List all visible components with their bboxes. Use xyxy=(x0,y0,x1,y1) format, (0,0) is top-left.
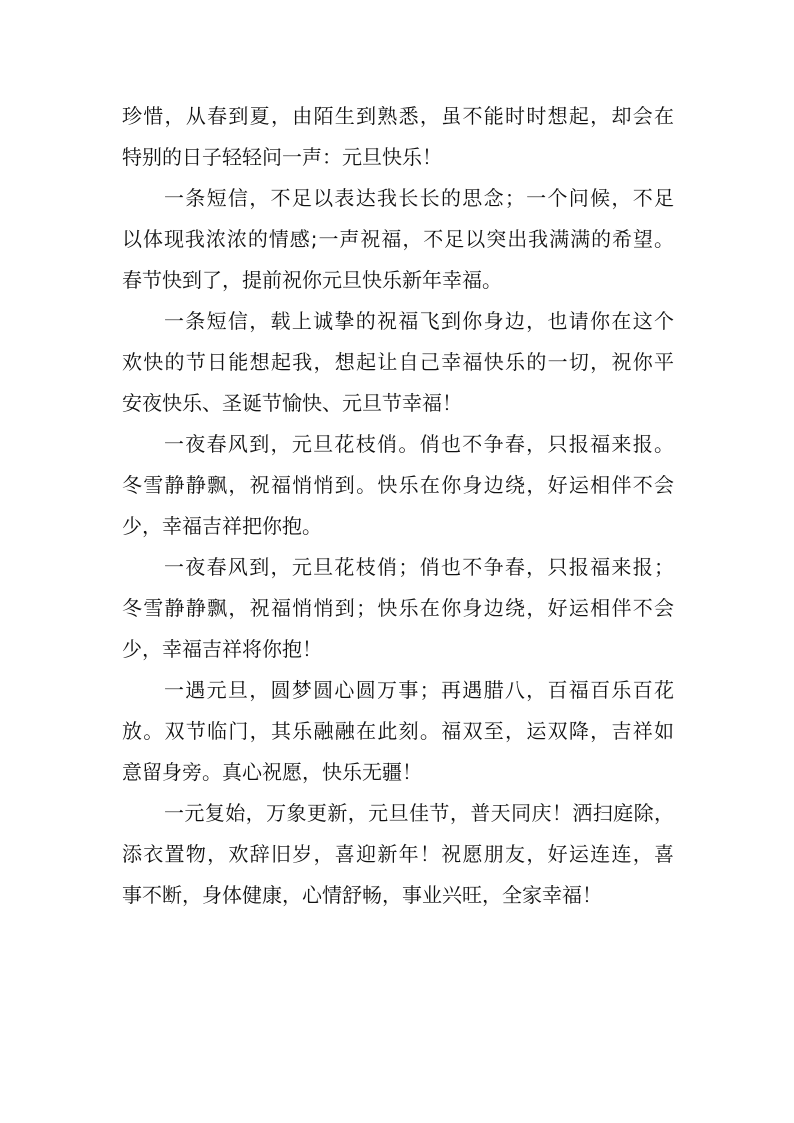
text-line: 意留身旁。真心祝愿，快乐无疆！ xyxy=(122,760,422,784)
text-line: 冬雪静静飘，祝福悄悄到；快乐在你身边绕，好运相伴不会 xyxy=(122,596,674,620)
text-line: 欢快的节日能想起我，想起让自己幸福快乐的一切，祝你平 xyxy=(122,350,674,374)
text-line: 以体现我浓浓的情感;一声祝福，不足以突出我满满的希望。 xyxy=(122,227,674,251)
text-line: 少，幸福吉祥将你抱！ xyxy=(122,637,322,661)
text-line: 安夜快乐、圣诞节愉快、元旦节幸福！ xyxy=(122,391,462,415)
text-line: 一条短信，载上诚挚的祝福飞到你身边，也请你在这个 xyxy=(164,309,674,333)
text-line: 放。双节临门，其乐融融在此刻。福双至，运双降，吉祥如 xyxy=(122,719,674,743)
document-body xyxy=(122,96,674,916)
text-line: 一遇元旦，圆梦圆心圆万事；再遇腊八，百福百乐百花 xyxy=(164,678,674,702)
text-line: 冬雪静静飘，祝福悄悄到。快乐在你身边绕，好运相伴不会 xyxy=(122,473,674,497)
text-line: 一夜春风到，元旦花枝俏。俏也不争春，只报福来报。 xyxy=(164,432,674,456)
text-line: 添衣置物，欢辞旧岁，喜迎新年！祝愿朋友，好运连连，喜 xyxy=(122,842,674,866)
text-line: 特别的日子轻轻问一声：元旦快乐！ xyxy=(122,145,442,169)
text-line: 事不断，身体健康，心情舒畅，事业兴旺，全家幸福！ xyxy=(122,883,602,907)
text-line: 一夜春风到，元旦花枝俏；俏也不争春，只报福来报； xyxy=(164,555,674,579)
text-line: 春节快到了，提前祝你元旦快乐新年幸福。 xyxy=(122,268,502,292)
text-line: 珍惜，从春到夏，由陌生到熟悉，虽不能时时想起，却会在 xyxy=(122,104,674,128)
text-line: 一元复始，万象更新，元旦佳节，普天同庆！洒扫庭除， xyxy=(164,801,674,825)
text-line: 一条短信，不足以表达我长长的思念；一个问候，不足 xyxy=(164,186,674,210)
text-line: 少，幸福吉祥把你抱。 xyxy=(122,514,322,538)
